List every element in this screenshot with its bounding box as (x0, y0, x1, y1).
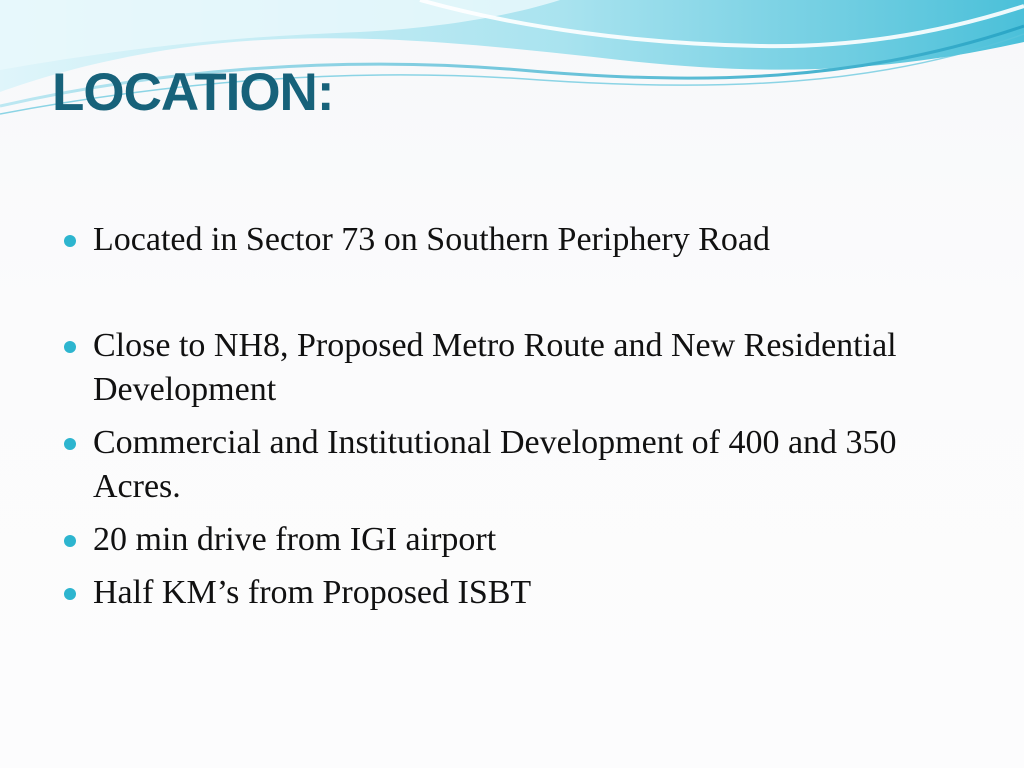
bullet-dot-icon (64, 341, 76, 353)
bullet-item (60, 518, 940, 562)
bullet-text: Half KM’s from Proposed ISBT (93, 574, 532, 611)
bullet-item (60, 324, 940, 412)
bullet-item (60, 571, 940, 615)
bullet-dot-icon (64, 588, 76, 600)
slide-title: LOCATION: (52, 63, 334, 122)
bullet-dot-icon (64, 438, 76, 450)
bullet-item (60, 218, 940, 262)
bullet-text: Close to NH8, Proposed Metro Route and New Residential Development (93, 327, 897, 408)
bullet-item (60, 421, 940, 509)
bullet-text: Commercial and Institutional Development of 400 and 350 Acres. (93, 424, 897, 505)
bullet-dot-icon (64, 535, 76, 547)
bullet-text: Located in Sector 73 on Southern Periphery Road (93, 221, 771, 258)
bullet-text: 20 min drive from IGI airport (93, 521, 497, 558)
bullet-dot-icon (64, 235, 76, 247)
bullet-list (60, 218, 940, 624)
